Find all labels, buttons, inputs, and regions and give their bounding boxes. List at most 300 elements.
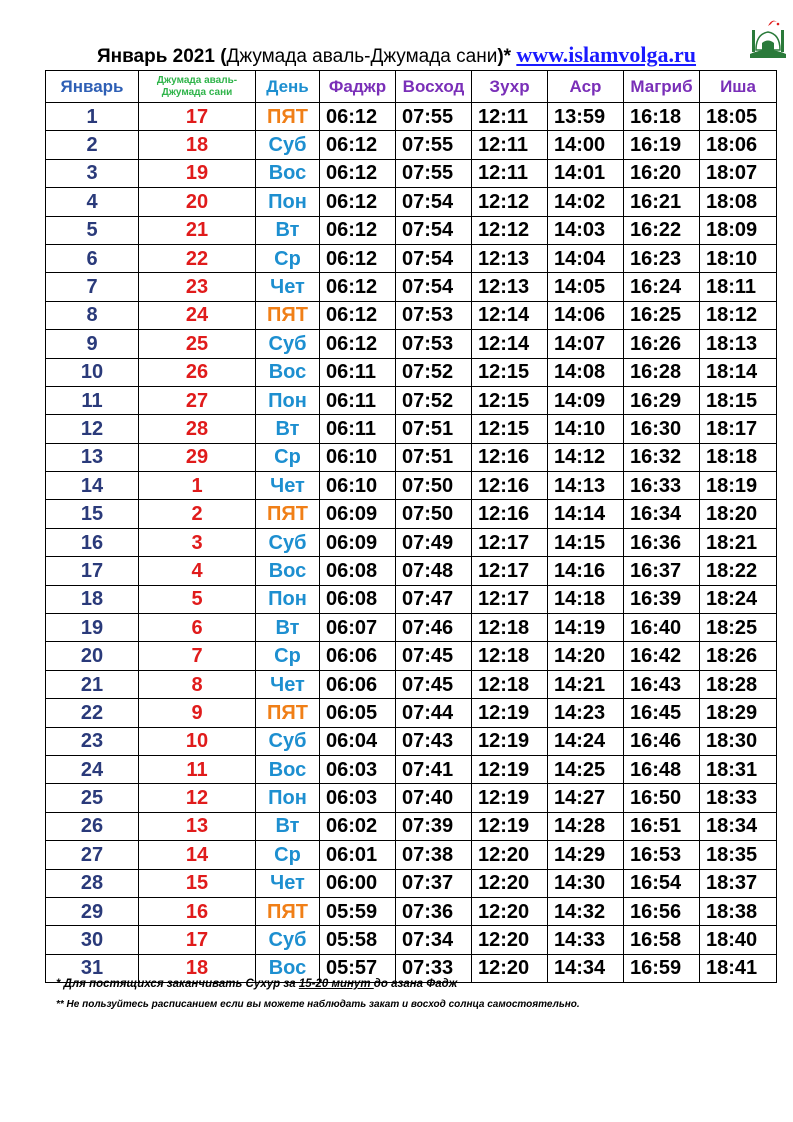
fajr-cell: 05:57 (320, 954, 396, 982)
fajr-cell: 06:00 (320, 869, 396, 897)
weekday-cell: Вос (256, 358, 320, 386)
footnote-suhur (56, 978, 776, 990)
isha-cell: 18:15 (700, 386, 777, 414)
isha-cell: 18:14 (700, 358, 777, 386)
greg-day-cell: 27 (46, 841, 139, 869)
greg-day-cell: 2 (46, 131, 139, 159)
table-row (46, 869, 777, 897)
table-row (46, 926, 777, 954)
maghrib-cell: 16:23 (624, 244, 700, 272)
greg-day-cell: 29 (46, 897, 139, 925)
asr-cell: 14:18 (548, 585, 624, 613)
maghrib-cell: 16:43 (624, 670, 700, 698)
table-row (46, 727, 777, 755)
table-row (46, 443, 777, 471)
table-body (46, 103, 777, 983)
zuhr-cell: 12:15 (472, 415, 548, 443)
table-row (46, 755, 777, 783)
fajr-cell: 05:59 (320, 897, 396, 925)
zuhr-cell: 12:15 (472, 386, 548, 414)
greg-day-cell: 22 (46, 699, 139, 727)
sunrise-cell: 07:50 (396, 472, 472, 500)
table-header-row (46, 71, 777, 103)
weekday-cell: Вос (256, 954, 320, 982)
weekday-cell: Ср (256, 841, 320, 869)
greg-day-cell: 31 (46, 954, 139, 982)
asr-cell: 14:02 (548, 188, 624, 216)
table-row (46, 812, 777, 840)
isha-cell: 18:37 (700, 869, 777, 897)
greg-day-cell: 13 (46, 443, 139, 471)
header-maghrib: Магриб (624, 71, 700, 103)
sunrise-cell: 07:45 (396, 642, 472, 670)
weekday-cell: Суб (256, 926, 320, 954)
maghrib-cell: 16:32 (624, 443, 700, 471)
sunrise-cell: 07:55 (396, 131, 472, 159)
asr-cell: 14:28 (548, 812, 624, 840)
sunrise-cell: 07:39 (396, 812, 472, 840)
isha-cell: 18:31 (700, 755, 777, 783)
hijri-day-cell: 5 (139, 585, 256, 613)
zuhr-cell: 12:16 (472, 443, 548, 471)
table-row (46, 188, 777, 216)
site-link[interactable]: www.islamvolga.ru (516, 42, 697, 67)
sunrise-cell: 07:54 (396, 273, 472, 301)
fajr-cell: 06:05 (320, 699, 396, 727)
asr-cell: 14:04 (548, 244, 624, 272)
greg-day-cell: 18 (46, 585, 139, 613)
isha-cell: 18:19 (700, 472, 777, 500)
sunrise-cell: 07:43 (396, 727, 472, 755)
maghrib-cell: 16:54 (624, 869, 700, 897)
hijri-day-cell: 3 (139, 528, 256, 556)
maghrib-cell: 16:20 (624, 159, 700, 187)
isha-cell: 18:21 (700, 528, 777, 556)
isha-cell: 18:09 (700, 216, 777, 244)
table-row (46, 642, 777, 670)
greg-day-cell: 1 (46, 103, 139, 131)
asr-cell: 14:23 (548, 699, 624, 727)
maghrib-cell: 16:39 (624, 585, 700, 613)
asr-cell: 14:08 (548, 358, 624, 386)
sunrise-cell: 07:33 (396, 954, 472, 982)
sunrise-cell: 07:51 (396, 443, 472, 471)
weekday-cell: Чет (256, 472, 320, 500)
table-row (46, 500, 777, 528)
hijri-day-cell: 17 (139, 103, 256, 131)
weekday-cell: Вос (256, 557, 320, 585)
isha-cell: 18:11 (700, 273, 777, 301)
fajr-cell: 06:09 (320, 528, 396, 556)
zuhr-cell: 12:20 (472, 841, 548, 869)
table-row (46, 103, 777, 131)
asr-cell: 14:01 (548, 159, 624, 187)
asr-cell: 14:32 (548, 897, 624, 925)
maghrib-cell: 16:46 (624, 727, 700, 755)
fajr-cell: 06:12 (320, 330, 396, 358)
zuhr-cell: 12:13 (472, 244, 548, 272)
isha-cell: 18:18 (700, 443, 777, 471)
weekday-cell: Суб (256, 131, 320, 159)
isha-cell: 18:29 (700, 699, 777, 727)
hijri-day-cell: 4 (139, 557, 256, 585)
fajr-cell: 06:03 (320, 755, 396, 783)
zuhr-cell: 12:11 (472, 103, 548, 131)
sunrise-cell: 07:55 (396, 159, 472, 187)
maghrib-cell: 16:37 (624, 557, 700, 585)
hijri-day-cell: 9 (139, 699, 256, 727)
sunrise-cell: 07:53 (396, 301, 472, 329)
asr-cell: 14:06 (548, 301, 624, 329)
sunrise-cell: 07:52 (396, 386, 472, 414)
fajr-cell: 06:02 (320, 812, 396, 840)
asr-cell: 13:59 (548, 103, 624, 131)
weekday-cell: Пон (256, 386, 320, 414)
table-row (46, 273, 777, 301)
weekday-cell: Ср (256, 244, 320, 272)
greg-day-cell: 3 (46, 159, 139, 187)
greg-day-cell: 23 (46, 727, 139, 755)
hijri-day-cell: 11 (139, 755, 256, 783)
fajr-cell: 06:04 (320, 727, 396, 755)
table-row (46, 699, 777, 727)
table-row (46, 557, 777, 585)
maghrib-cell: 16:48 (624, 755, 700, 783)
zuhr-cell: 12:11 (472, 131, 548, 159)
greg-day-cell: 30 (46, 926, 139, 954)
fajr-cell: 06:08 (320, 557, 396, 585)
greg-day-cell: 15 (46, 500, 139, 528)
weekday-cell: Вт (256, 415, 320, 443)
maghrib-cell: 16:21 (624, 188, 700, 216)
hijri-day-cell: 28 (139, 415, 256, 443)
fajr-cell: 06:12 (320, 216, 396, 244)
zuhr-cell: 12:14 (472, 330, 548, 358)
isha-cell: 18:17 (700, 415, 777, 443)
isha-cell: 18:34 (700, 812, 777, 840)
zuhr-cell: 12:20 (472, 869, 548, 897)
mosque-logo-icon (748, 16, 788, 60)
asr-cell: 14:33 (548, 926, 624, 954)
table-row (46, 386, 777, 414)
hijri-day-cell: 16 (139, 897, 256, 925)
isha-cell: 18:05 (700, 103, 777, 131)
footnote-suhur-minutes: 15-20 минут (298, 978, 374, 990)
weekday-cell: ПЯТ (256, 103, 320, 131)
isha-cell: 18:40 (700, 926, 777, 954)
weekday-cell: ПЯТ (256, 301, 320, 329)
header-isha: Иша (700, 71, 777, 103)
hijri-day-cell: 14 (139, 841, 256, 869)
greg-day-cell: 4 (46, 188, 139, 216)
maghrib-cell: 16:45 (624, 699, 700, 727)
isha-cell: 18:26 (700, 642, 777, 670)
table-row (46, 585, 777, 613)
maghrib-cell: 16:51 (624, 812, 700, 840)
weekday-cell: Вт (256, 614, 320, 642)
table-row (46, 301, 777, 329)
fajr-cell: 06:03 (320, 784, 396, 812)
header-january: Январь (46, 71, 139, 103)
zuhr-cell: 12:19 (472, 699, 548, 727)
asr-cell: 14:20 (548, 642, 624, 670)
zuhr-cell: 12:12 (472, 188, 548, 216)
sunrise-cell: 07:54 (396, 216, 472, 244)
fajr-cell: 06:08 (320, 585, 396, 613)
fajr-cell: 06:12 (320, 131, 396, 159)
asr-cell: 14:24 (548, 727, 624, 755)
greg-day-cell: 19 (46, 614, 139, 642)
isha-cell: 18:22 (700, 557, 777, 585)
maghrib-cell: 16:59 (624, 954, 700, 982)
greg-day-cell: 28 (46, 869, 139, 897)
weekday-cell: ПЯТ (256, 699, 320, 727)
weekday-cell: Вос (256, 159, 320, 187)
maghrib-cell: 16:36 (624, 528, 700, 556)
zuhr-cell: 12:16 (472, 472, 548, 500)
hijri-day-cell: 19 (139, 159, 256, 187)
maghrib-cell: 16:56 (624, 897, 700, 925)
footnote-suhur-c: до азана Фадж (373, 978, 458, 990)
sunrise-cell: 07:53 (396, 330, 472, 358)
maghrib-cell: 16:40 (624, 614, 700, 642)
table-row (46, 415, 777, 443)
asr-cell: 14:13 (548, 472, 624, 500)
hijri-day-cell: 15 (139, 869, 256, 897)
hijri-day-cell: 1 (139, 472, 256, 500)
maghrib-cell: 16:34 (624, 500, 700, 528)
table-row (46, 330, 777, 358)
isha-cell: 18:20 (700, 500, 777, 528)
fajr-cell: 06:06 (320, 670, 396, 698)
weekday-cell: Чет (256, 273, 320, 301)
fajr-cell: 06:11 (320, 386, 396, 414)
asr-cell: 14:15 (548, 528, 624, 556)
prayer-times-table (45, 70, 777, 983)
weekday-cell: Суб (256, 528, 320, 556)
sunrise-cell: 07:49 (396, 528, 472, 556)
asr-cell: 14:09 (548, 386, 624, 414)
greg-day-cell: 16 (46, 528, 139, 556)
greg-day-cell: 24 (46, 755, 139, 783)
hijri-day-cell: 29 (139, 443, 256, 471)
sunrise-cell: 07:37 (396, 869, 472, 897)
header-hijri: Джумада аваль-Джумада сани (139, 71, 256, 103)
zuhr-cell: 12:17 (472, 528, 548, 556)
table-row (46, 841, 777, 869)
greg-day-cell: 11 (46, 386, 139, 414)
zuhr-cell: 12:19 (472, 812, 548, 840)
footnotes (56, 978, 776, 1010)
isha-cell: 18:07 (700, 159, 777, 187)
asr-cell: 14:25 (548, 755, 624, 783)
fajr-cell: 06:12 (320, 301, 396, 329)
asr-cell: 14:27 (548, 784, 624, 812)
weekday-cell: Чет (256, 869, 320, 897)
sunrise-cell: 07:54 (396, 244, 472, 272)
weekday-cell: Вт (256, 812, 320, 840)
hijri-day-cell: 6 (139, 614, 256, 642)
zuhr-cell: 12:17 (472, 585, 548, 613)
maghrib-cell: 16:25 (624, 301, 700, 329)
sunrise-cell: 07:40 (396, 784, 472, 812)
fajr-cell: 06:09 (320, 500, 396, 528)
hijri-day-cell: 18 (139, 954, 256, 982)
greg-day-cell: 25 (46, 784, 139, 812)
asr-cell: 14:07 (548, 330, 624, 358)
isha-cell: 18:06 (700, 131, 777, 159)
maghrib-cell: 16:18 (624, 103, 700, 131)
maghrib-cell: 16:58 (624, 926, 700, 954)
footnote-suhur-a: * Для постящихся заканчивать Сухур за (56, 978, 299, 990)
zuhr-cell: 12:20 (472, 954, 548, 982)
maghrib-cell: 16:30 (624, 415, 700, 443)
sunrise-cell: 07:41 (396, 755, 472, 783)
asr-cell: 14:10 (548, 415, 624, 443)
fajr-cell: 06:07 (320, 614, 396, 642)
header-sunrise: Восход (396, 71, 472, 103)
hijri-day-cell: 22 (139, 244, 256, 272)
zuhr-cell: 12:19 (472, 755, 548, 783)
title-hijri: Джумада аваль-Джумада сани (226, 46, 498, 67)
asr-cell: 14:05 (548, 273, 624, 301)
zuhr-cell: 12:12 (472, 216, 548, 244)
greg-day-cell: 21 (46, 670, 139, 698)
table-row (46, 614, 777, 642)
fajr-cell: 06:12 (320, 103, 396, 131)
greg-day-cell: 12 (46, 415, 139, 443)
asr-cell: 14:14 (548, 500, 624, 528)
header-asr: Аср (548, 71, 624, 103)
asr-cell: 14:16 (548, 557, 624, 585)
sunrise-cell: 07:51 (396, 415, 472, 443)
hijri-day-cell: 7 (139, 642, 256, 670)
maghrib-cell: 16:24 (624, 273, 700, 301)
hijri-day-cell: 21 (139, 216, 256, 244)
header-zuhr: Зухр (472, 71, 548, 103)
zuhr-cell: 12:16 (472, 500, 548, 528)
zuhr-cell: 12:15 (472, 358, 548, 386)
fajr-cell: 06:11 (320, 415, 396, 443)
isha-cell: 18:30 (700, 727, 777, 755)
greg-day-cell: 6 (46, 244, 139, 272)
zuhr-cell: 12:20 (472, 926, 548, 954)
hijri-day-cell: 13 (139, 812, 256, 840)
hijri-day-cell: 27 (139, 386, 256, 414)
isha-cell: 18:13 (700, 330, 777, 358)
hijri-day-cell: 8 (139, 670, 256, 698)
fajr-cell: 06:01 (320, 841, 396, 869)
hijri-day-cell: 2 (139, 500, 256, 528)
greg-day-cell: 14 (46, 472, 139, 500)
page-title (0, 42, 793, 68)
greg-day-cell: 17 (46, 557, 139, 585)
fajr-cell: 06:12 (320, 273, 396, 301)
table-row (46, 244, 777, 272)
fajr-cell: 06:10 (320, 443, 396, 471)
weekday-cell: Пон (256, 784, 320, 812)
greg-day-cell: 10 (46, 358, 139, 386)
maghrib-cell: 16:22 (624, 216, 700, 244)
hijri-day-cell: 18 (139, 131, 256, 159)
weekday-cell: Вт (256, 216, 320, 244)
maghrib-cell: 16:33 (624, 472, 700, 500)
sunrise-cell: 07:55 (396, 103, 472, 131)
asr-cell: 14:00 (548, 131, 624, 159)
maghrib-cell: 16:29 (624, 386, 700, 414)
table-row (46, 670, 777, 698)
sunrise-cell: 07:36 (396, 897, 472, 925)
isha-cell: 18:38 (700, 897, 777, 925)
maghrib-cell: 16:53 (624, 841, 700, 869)
greg-day-cell: 5 (46, 216, 139, 244)
zuhr-cell: 12:19 (472, 784, 548, 812)
maghrib-cell: 16:26 (624, 330, 700, 358)
greg-day-cell: 7 (46, 273, 139, 301)
fajr-cell: 05:58 (320, 926, 396, 954)
hijri-day-cell: 25 (139, 330, 256, 358)
isha-cell: 18:41 (700, 954, 777, 982)
fajr-cell: 06:12 (320, 159, 396, 187)
weekday-cell: Ср (256, 642, 320, 670)
maghrib-cell: 16:28 (624, 358, 700, 386)
isha-cell: 18:25 (700, 614, 777, 642)
hijri-day-cell: 23 (139, 273, 256, 301)
table-row (46, 131, 777, 159)
isha-cell: 18:24 (700, 585, 777, 613)
fajr-cell: 06:12 (320, 188, 396, 216)
weekday-cell: Вос (256, 755, 320, 783)
hijri-day-cell: 24 (139, 301, 256, 329)
asr-cell: 14:34 (548, 954, 624, 982)
fajr-cell: 06:06 (320, 642, 396, 670)
zuhr-cell: 12:18 (472, 670, 548, 698)
isha-cell: 18:08 (700, 188, 777, 216)
zuhr-cell: 12:18 (472, 642, 548, 670)
zuhr-cell: 12:17 (472, 557, 548, 585)
sunrise-cell: 07:47 (396, 585, 472, 613)
table-row (46, 216, 777, 244)
hijri-day-cell: 17 (139, 926, 256, 954)
asr-cell: 14:19 (548, 614, 624, 642)
table-row (46, 472, 777, 500)
sunrise-cell: 07:48 (396, 557, 472, 585)
sunrise-cell: 07:44 (396, 699, 472, 727)
weekday-cell: Ср (256, 443, 320, 471)
isha-cell: 18:35 (700, 841, 777, 869)
weekday-cell: ПЯТ (256, 897, 320, 925)
table-row (46, 897, 777, 925)
sunrise-cell: 07:46 (396, 614, 472, 642)
sunrise-cell: 07:54 (396, 188, 472, 216)
fajr-cell: 06:12 (320, 244, 396, 272)
asr-cell: 14:29 (548, 841, 624, 869)
table-row (46, 159, 777, 187)
table-row (46, 358, 777, 386)
header-day: День (256, 71, 320, 103)
zuhr-cell: 12:14 (472, 301, 548, 329)
table-row (46, 528, 777, 556)
asr-cell: 14:03 (548, 216, 624, 244)
hijri-day-cell: 20 (139, 188, 256, 216)
hijri-day-cell: 12 (139, 784, 256, 812)
greg-day-cell: 20 (46, 642, 139, 670)
weekday-cell: Пон (256, 585, 320, 613)
sunrise-cell: 07:45 (396, 670, 472, 698)
isha-cell: 18:10 (700, 244, 777, 272)
fajr-cell: 06:10 (320, 472, 396, 500)
weekday-cell: Суб (256, 330, 320, 358)
